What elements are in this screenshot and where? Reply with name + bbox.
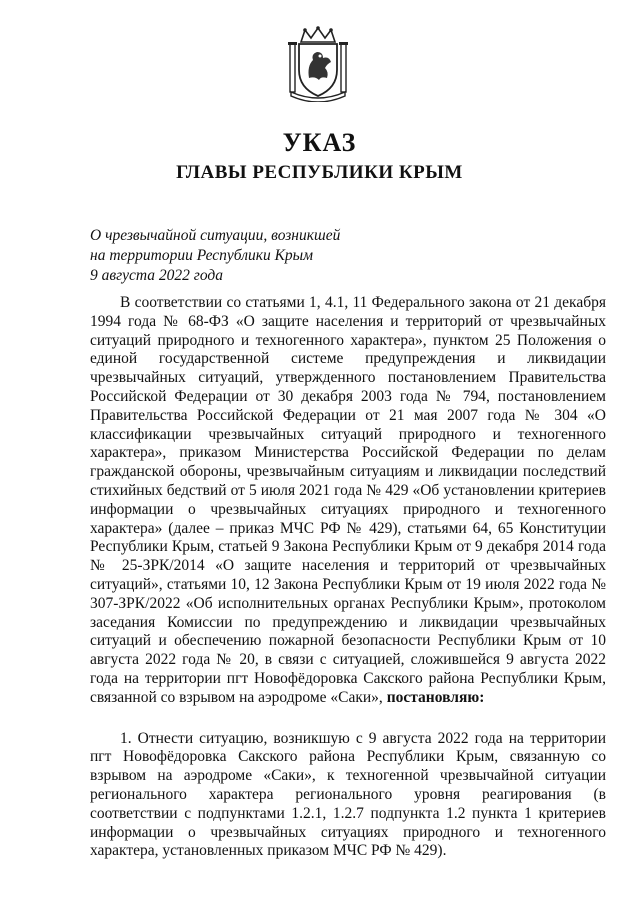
crimea-coat-of-arms-icon: [287, 26, 349, 102]
preamble-paragraph: [90, 294, 606, 708]
document-issuer: ГЛАВЫ РЕСПУБЛИКИ КРЫМ: [176, 162, 463, 183]
subject-line: О чрезвычайной ситуации, возникшей: [90, 227, 341, 244]
preamble-text: В соответствии со статьями 1, 4.1, 11 Федерального закона от 21 декабря 1994 года № 68-ФЗ «О защите населения и территорий от чрезвычайных ситуаций природного и техногенного характера», пунктом 25 Положения о единой государственной системе предупреждения и ликвидации чрезвычайных ситуаций, утвержденного постановлением Правительства Российской Федерации от 30 декабря 2003 года № 794, постановлением Правительства Российской Федерации от 21 мая 2007 года № 304 «О классификации чрезвычайных ситуаций природного и техногенного характера», приказом Министерства Российской Федерации по делам гражданской обороны, чрезвычайным ситуациям и ликвидации последствий стихийных бедствий от 5 июля 2021 года № 429 «Об установлении критериев информации о чрезвычайных ситуациях природного и техногенного характера» (далее – приказ МЧС РФ № 429), статьями 64, 65 Конституции Республики Крым, статьей 9 Закона Республики Крым от 9 декабря 2014 года № 25-ЗРК/2014 «О защите населения и территорий от чрезвычайных ситуаций», статьями 10, 12 Закона Республики Крым от 19 июля 2022 года № 307-ЗРК/2022 «Об исполнительных органах Республики Крым», протоколом заседания Комиссии по предупреждению и ликвидации чрезвычайных ситуаций и обеспечению пожарной безопасности Республики Крым от 10 августа 2022 года № 20, в связи с ситуацией, сложившейся 9 августа 2022 года на территории пгт Новофёдоровка Сакского района Республики Крым, связанной со взрывом на аэродроме «Саки»,: [90, 294, 606, 706]
subject-line: на территории Республики Крым: [90, 247, 314, 264]
document-title: УКАЗ: [282, 128, 357, 157]
decree-keyword: постановляю:: [386, 688, 485, 706]
document-body: [90, 294, 606, 861]
document-subject: [90, 226, 420, 286]
point-1-paragraph: 1. Отнести ситуацию, возникшую с 9 августа 2022 года на территории пгт Новофёдоровка Сакского района Республики Крым, связанную со взрывом на аэродроме «Саки», к техногенной чрезвычайной ситуации регионального характера регионального уровня реагирования (в соответствии с подпунктами 1.2.1, 1.2.7 подпункта 1.2 пункта 1 критериев информации о чрезвычайных ситуациях природного и техногенного характера, установленных приказом МЧС РФ № 429).: [90, 729, 606, 860]
subject-line: 9 августа 2022 года: [90, 267, 223, 284]
